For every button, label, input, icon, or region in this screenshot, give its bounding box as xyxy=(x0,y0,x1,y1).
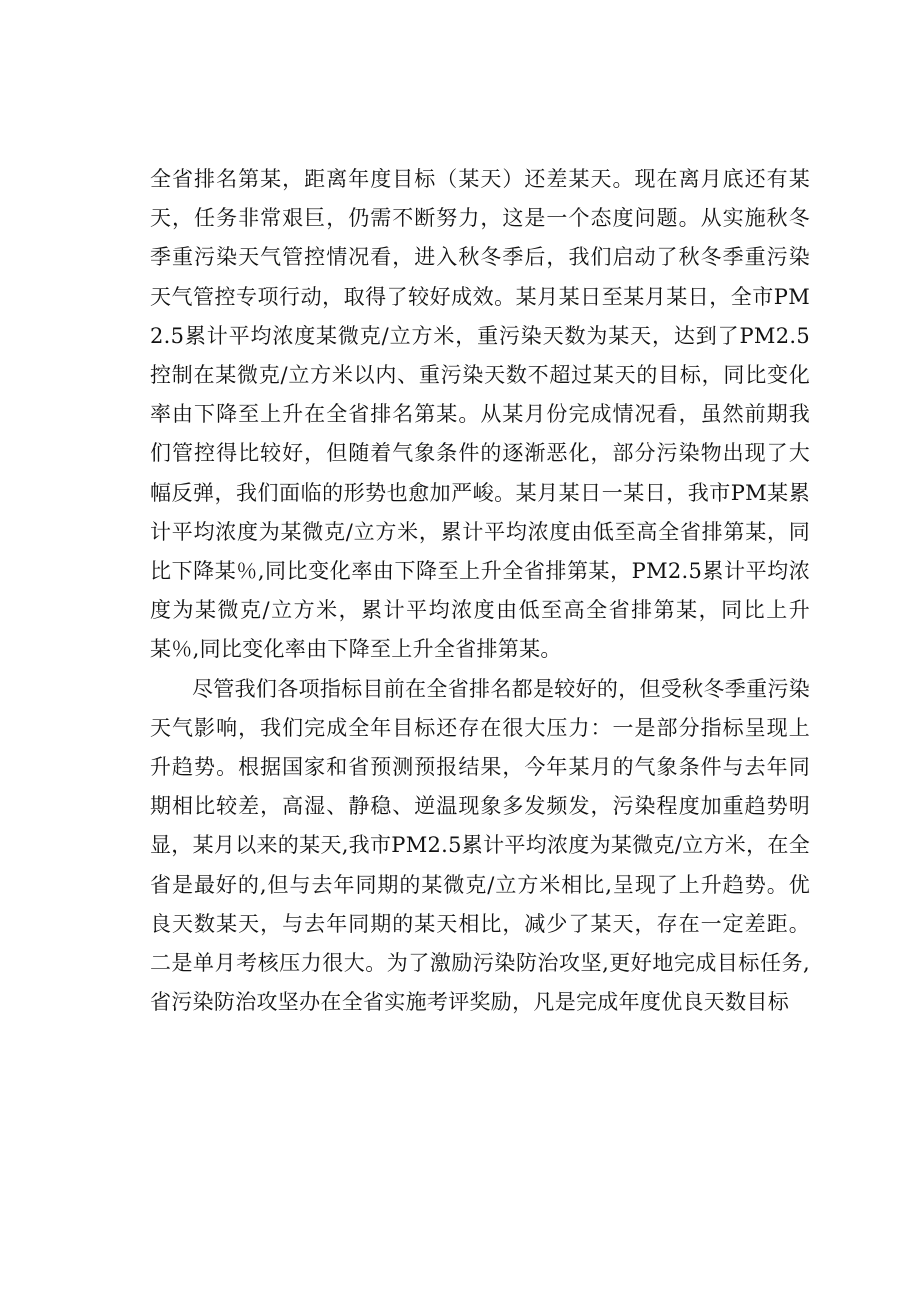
paragraph-1: 全省排名第某，距离年度目标（某天）还差某天。现在离月底还有某天，任务非常艰巨，仍需不断努力，这是一个态度问题。从实施秋冬季重污染天气管控情况看，进入秋冬季后，我们启动了秋冬季重污染天气管控专项行动，取得了较好成效。某月某日至某月某日，全市PM2.5累计平均浓度某微克/立方米，重污染天数为某天，达到了PM2.5控制在某微克/立方米以内、重污染天数不超过某天的目标，同比变化率由下降至上升在全省排名第某。从某月份完成情况看，虽然前期我们管控得比较好，但随着气象条件的逐渐恶化，部分污染物出现了大幅反弹，我们面临的形势也愈加严峻。某月某日一某日，我市PM某累计平均浓度为某微克/立方米，累计平均浓度由低至高全省排第某，同比下降某％,同比变化率由下降至上升全省排第某，PM2.5累计平均浓度为某微克/立方米，累计平均浓度由低至高全省排第某，同比上升某％,同比变化率由下降至上升全省排第某。 xyxy=(150,167,810,662)
body-text xyxy=(150,160,810,1022)
paragraph-2: 尽管我们各项指标目前在全省排名都是较好的，但受秋冬季重污染天气影响，我们完成全年目标还存在很大压力：一是部分指标呈现上升趋势。根据国家和省预测预报结果，今年某月的气象条件与去年同期相比较差，高湿、静稳、逆温现象多发频发，污染程度加重趋势明显，某月以来的某天,我市PM2.5累计平均浓度为某微克/立方米，在全省是最好的,但与去年同期的某微克/立方米相比,呈现了上升趋势。优良天数某天，与去年同期的某天相比，减少了某天，存在一定差距。二是单月考核压力很大。为了激励污染防治攻坚,更好地完成目标任务,省污染防治攻坚办在全省实施考评奖励，凡是完成年度优良天数目标 xyxy=(150,676,810,1015)
